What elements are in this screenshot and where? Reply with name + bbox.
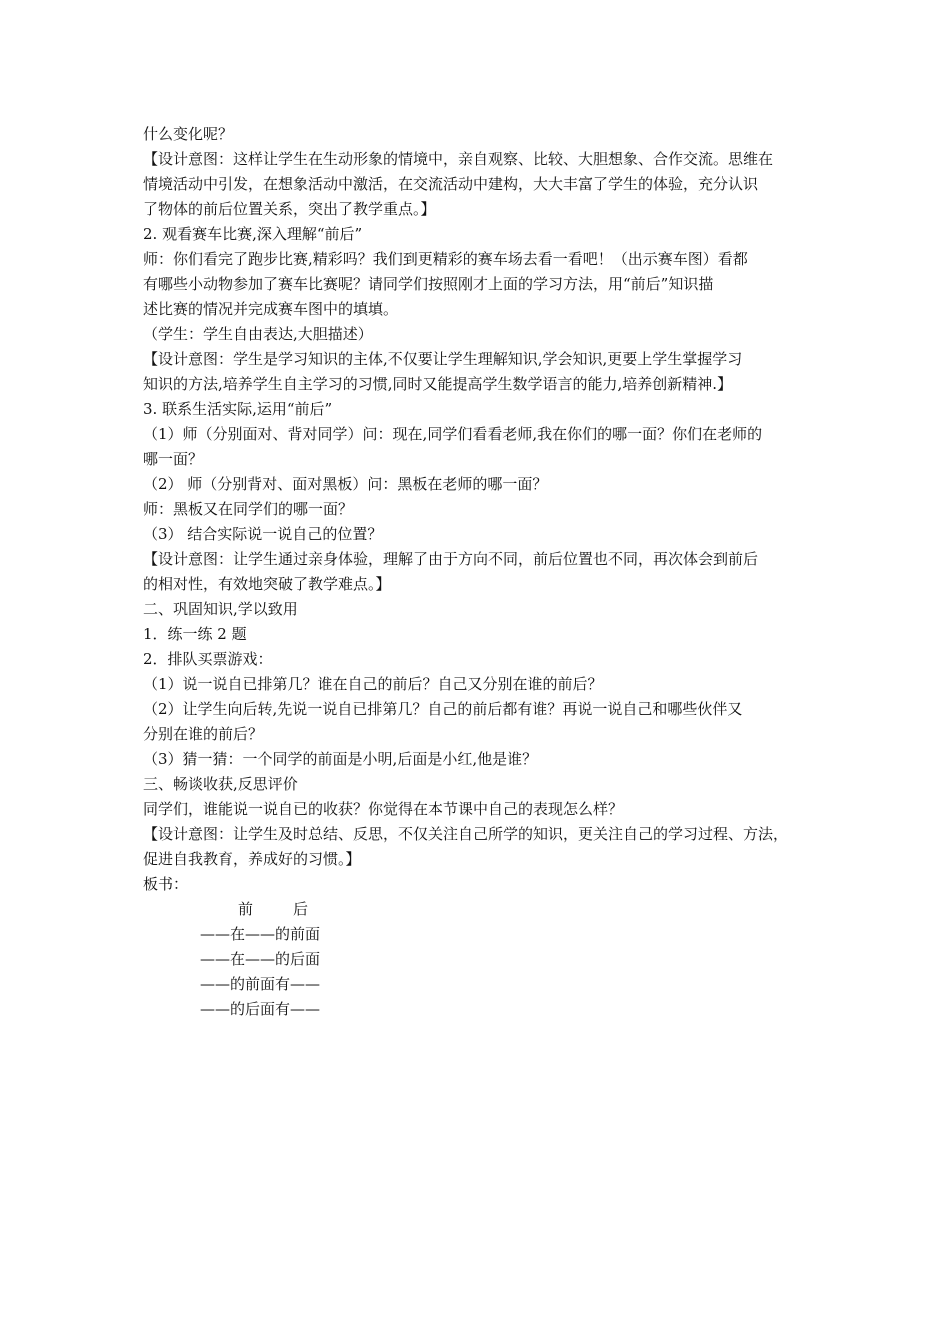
text-line: （2） 师（分别背对、面对黑板）问：黑板在老师的哪一面？ <box>143 475 548 493</box>
document-page <box>143 122 815 1022</box>
text-line: 二、巩固知识,学以致用 <box>143 600 298 618</box>
text-line: （1）说一说自已排第几？谁在自己的前后？自己又分别在谁的前后？ <box>143 675 603 693</box>
board-label: 板书： <box>143 875 189 893</box>
text-line: 3. 联系生活实际,运用“前后” <box>143 400 333 418</box>
text-line: 【设计意图：让学生及时总结、反思，不仅关注自己所学的知识，更关注自己的学习过程、方法， <box>143 825 789 843</box>
text-line: 1．练一练 2 题 <box>143 625 247 643</box>
text-line: （2）让学生向后转,先说一说自已排第几？自己的前后都有谁？再说一说自己和哪些伙伴又 <box>143 700 743 718</box>
board-row: ——的前面有—— <box>200 975 321 993</box>
board-heading <box>143 897 815 922</box>
board-back-label: 后 <box>293 900 309 918</box>
text-line: 了物体的前后位置关系，突出了教学重点。】 <box>143 200 436 218</box>
text-line: 哪一面？ <box>143 450 204 468</box>
text-line: 【设计意图：让学生通过亲身体验，理解了由于方向不同，前后位置也不同，再次体会到前后 <box>143 550 759 568</box>
text-line: 2. 观看赛车比赛,深入理解“前后” <box>143 225 363 243</box>
text-line: 师：你们看完了跑步比赛,精彩吗？我们到更精彩的赛车场去看一看吧！（出示赛车图）看都 <box>143 250 748 268</box>
text-line: 有哪些小动物参加了赛车比赛呢？请同学们按照刚才上面的学习方法，用“前后”知识描 <box>143 275 714 293</box>
text-line: 【设计意图：这样让学生在生动形象的情境中，亲自观察、比较、大胆想象、合作交流。思维在 <box>143 150 774 168</box>
text-line: 促进自我教育，养成好的习惯。】 <box>143 850 361 868</box>
text-line: 知识的方法,培养学生自主学习的习惯,同时又能提高学生数学语言的能力,培养创新精神.】 <box>143 375 733 393</box>
text-line: 三、畅谈收获,反思评价 <box>143 775 298 793</box>
text-line: 述比赛的情况并完成赛车图中的填填。 <box>143 300 399 318</box>
text-line: 情境活动中引发，在想象活动中激活，在交流活动中建构，大大丰富了学生的体验，充分认识 <box>143 175 759 193</box>
board-row: ——在——的前面 <box>200 925 321 943</box>
text-line: 师：黑板又在同学们的哪一面？ <box>143 500 354 518</box>
text-line: （学生：学生自由表达,大胆描述） <box>143 325 373 343</box>
text-line: （1）师（分别面对、背对同学）问：现在,同学们看看老师,我在你们的哪一面？你们在老师的 <box>143 425 763 443</box>
blackboard-notes <box>143 897 815 1022</box>
text-line: 分别在谁的前后？ <box>143 725 264 743</box>
text-line: （3） 结合实际说一说自己的位置？ <box>143 525 383 543</box>
text-line: 【设计意图：学生是学习知识的主体,不仅要让学生理解知识,学会知识,更要上学生掌握学习 <box>143 350 743 368</box>
board-front-label: 前 <box>238 900 254 918</box>
text-line: 的相对性，有效地突破了教学难点。】 <box>143 575 391 593</box>
text-line: （3）猜一猜：一个同学的前面是小明,后面是小红,他是谁？ <box>143 750 538 768</box>
board-row: ——的后面有—— <box>200 1000 321 1018</box>
text-line: 同学们，谁能说一说自已的收获？你觉得在本节课中自己的表现怎么样？ <box>143 800 624 818</box>
board-row: ——在——的后面 <box>200 950 321 968</box>
text-line: 2．排队买票游戏： <box>143 650 273 668</box>
text-line: 什么变化呢？ <box>143 125 234 143</box>
